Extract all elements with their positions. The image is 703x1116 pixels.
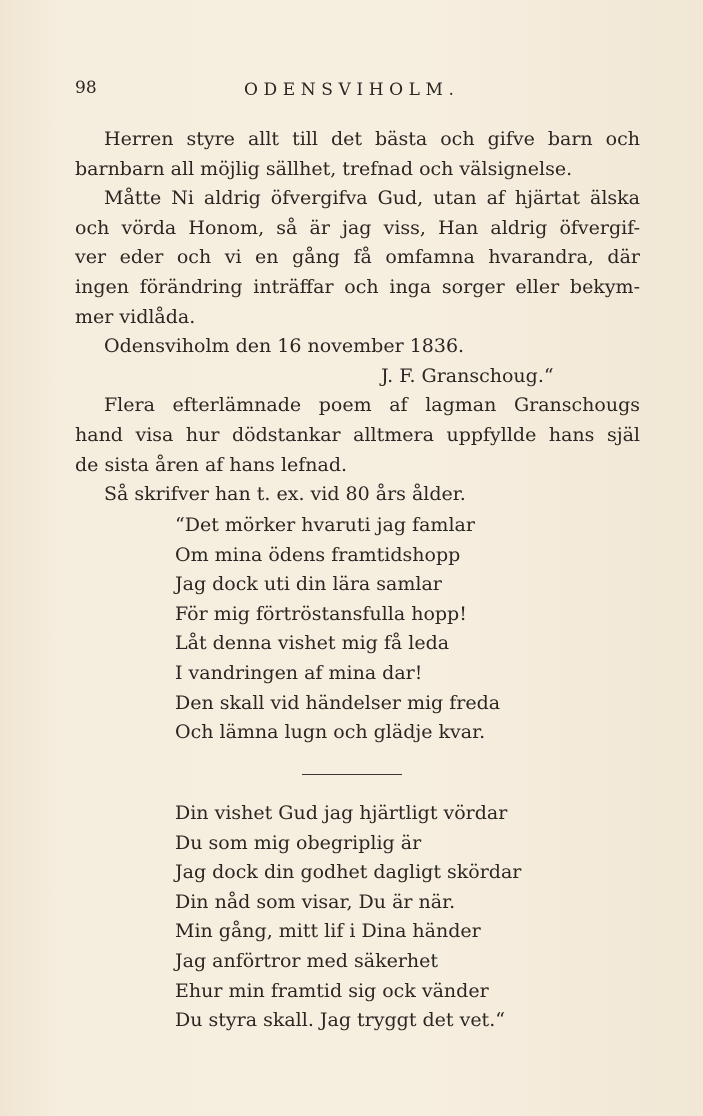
running-title: ODENSVIHOLM. [244,80,460,100]
prose-line: Herren styre allt till det bästa och gifve barn och [104,128,640,150]
poem-verse: Om mina ödens framtidshopp [175,543,461,566]
prose-line: och vörda Honom, så är jag viss, Han aldrig öfvergif- [75,216,640,239]
prose-line: hand visa hur dödstankar alltmera uppfyllde hans själ [75,423,640,446]
poem-verse: Min gång, mitt lif i Dina händer [175,920,481,943]
prose-line: ver eder och vi en gång få omfamna hvarandra, där [75,246,640,269]
poem-verse: Jag dock din godhet dagligt skördar [175,861,522,884]
poem-verse: Jag dock uti din lära samlar [175,573,442,596]
poem-verse: Jag anförtror med säkerhet [175,949,439,972]
prose-line: barnbarn all möjlig sällhet, trefnad och välsignelse. [75,157,573,180]
poem-stanza-2 [175,799,521,1036]
poem-verse: Låt denna vishet mig få leda [175,632,450,655]
prose-line: Måtte Ni aldrig öfvergifva Gud, utan af hjärtat älska [104,187,640,210]
poem-verse: Din vishet Gud jag hjärtligt vördar [175,802,508,824]
prose-line: ingen förändring inträffar och inga sorger eller bekym- [75,275,640,298]
prose-line: mer vidlåda. [75,305,196,328]
poem-verse: Du styra skall. Jag tryggt det vet.“ [175,1009,505,1032]
poem-verse: “Det mörker hvaruti jag famlar [175,514,475,536]
poem-stanza-1 [175,511,500,748]
stanza-divider [302,774,402,775]
poem-verse: Och lämna lugn och glädje kvar. [175,721,486,744]
prose-line: Så skrifver han t. ex. vid 80 års ålder. [104,483,466,506]
poem-verse: Ehur min framtid sig ock vänder [175,979,489,1002]
poem-verse: Du som mig obegriplig är [175,831,422,854]
signature: J. F. Granschoug.“ [381,364,554,387]
poem-verse: Den skall vid händelser mig freda [175,691,501,714]
poem-verse: Din nåd som visar, Du är när. [175,890,456,913]
poem-verse: I vandringen af mina dar! [175,661,423,684]
dateline: Odensviholm den 16 november 1836. [104,335,465,358]
prose-line: Flera efterlämnade poem af lagman Granschougs [104,394,640,417]
poem-verse: För mig förtröstansfulla hopp! [175,602,467,625]
prose-line: de sista åren af hans lefnad. [75,453,348,476]
page-number: 98 [75,78,97,98]
prose-block [75,125,640,510]
